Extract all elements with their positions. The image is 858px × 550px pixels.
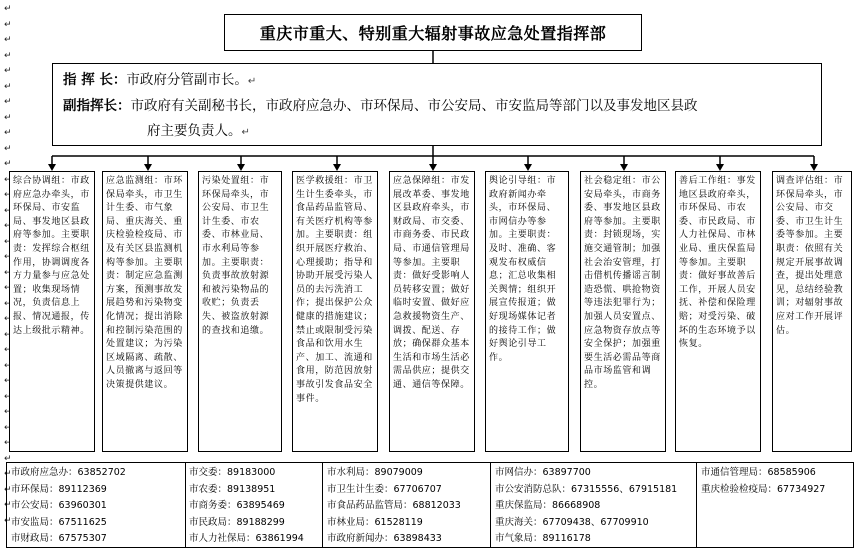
contact-column-3 [323, 463, 491, 547]
contact-entry: 重庆检验检疫局：67734927 [701, 483, 826, 495]
group-medical-rescue: 医学救援组：市卫生计生委牵头，市食品药品监管局、有关医疗机构等参加。主要职责：组织开展医疗救治、心理援助；指导和协助开展受污染人员的去污洗消工作；提出保护公众健康的措施建议；禁止或限制受污染食品和饮用水生产、加工、流通和食用，防范因放射事故引发食品安全事件。 [292, 171, 378, 452]
command-title: 重庆市重大、特别重大辐射事故应急处置指挥部 [259, 24, 607, 43]
deputy-label: 副指挥长： [63, 98, 131, 114]
contact-column-5 [697, 463, 853, 547]
deputy-line [63, 94, 811, 119]
group-comprehensive-coordination: 综合协调组：市政府应急办牵头，市环保局、市安监局、事发地区县政府等参加。主要职责：发挥综合枢纽作用，协调调度各方力量参与应急处置；收集现场情况，负责信息上报、情况通报，传达上级批示精神。 [9, 171, 95, 452]
connector-arrowhead [429, 164, 437, 171]
contact-column-2 [185, 463, 323, 547]
deputy-text-line2: 府主要负责人。 [147, 123, 242, 139]
contact-entry: 市财政局：67575307 [11, 533, 107, 544]
connector-arrowhead [48, 164, 56, 171]
group-investigation-assessment: 调查评估组：市环保局牵头，市公安局、市交委、市卫生计生委等参加。主要职责：依照有关规定开展事故调查，提出处理意见，总结经验教训；对辐射事故应对工作开展评估。 [772, 171, 852, 452]
contact-entry: 市政府新闻办：63898433 [327, 533, 442, 544]
contact-entry: 市民政局：89188299 [189, 516, 285, 528]
group-emergency-monitoring: 应急监测组：市环保局牵头，市卫生计生委、市气象局、重庆海关、重庆检验检疫局、市及有关区县监测机构等参加。主要职责：制定应急监测方案，预测事故发展趋势和污染物变化情况；提出消除和控制污染范围的处置建议；为污染区域隔离、疏散、人员撤离与返回等决策提供建议。 [102, 171, 188, 452]
contact-entry: 市食品药品监管局：68812033 [327, 500, 461, 511]
connector-arrowhead [524, 164, 532, 171]
contact-entry: 市商务委：63895469 [189, 500, 285, 511]
deputy-line-2: 府主要负责人。↵ [147, 123, 250, 139]
commander-line: 指 挥 长：市政府分管副市长。↵ [63, 72, 257, 88]
contact-table [6, 462, 854, 548]
connector-arrowhead [237, 164, 245, 171]
group-emergency-support: 应急保障组：市发展改革委、事发地区县政府牵头，市财政局、市交委、市商务委、市民政局、市通信管理局等参加。主要职责：做好受影响人员转移安置；做好临时安置、做好应急救援物资生产、调拨、配送、存放；确保群众基本生活和市场生活必需品供应；提供交通、通信等保障。 [389, 171, 475, 452]
contact-entry: 市农委：89138951 [189, 483, 276, 495]
contact-entry: 市人力社保局：63861994 [189, 533, 304, 544]
connector-arrowhead [620, 164, 628, 171]
commander-text: 市政府分管副市长。 [126, 72, 248, 88]
contact-column-4 [491, 463, 697, 547]
connector-arrowhead [716, 164, 724, 171]
leaders-box [52, 63, 822, 146]
contact-entry: 市网信办：63897700 [495, 467, 591, 478]
contact-entry: 市卫生计生委：67706707 [327, 483, 442, 495]
contact-entry: 重庆保监局：86668908 [495, 500, 601, 511]
connector-arrowhead [333, 164, 341, 171]
contact-entry: 市林业局：61528119 [327, 516, 423, 528]
commander-label: 指 挥 长： [63, 72, 127, 88]
contact-entry: 重庆海关：67709438、67709910 [495, 516, 649, 528]
contact-entry: 市气象局：89116178 [495, 533, 591, 544]
contact-column-1 [7, 463, 186, 547]
contact-entry: 市交委：89183000 [189, 467, 276, 478]
contact-entry: 市环保局：89112369 [11, 483, 107, 495]
connector-arrowhead [144, 164, 152, 171]
contact-entry: 市水利局：89079009 [327, 467, 423, 478]
deputy-text-line1: 市政府有关副秘书长，市政府应急办、市环保局、市公安局、市安监局等部门以及事发地区县政 [130, 98, 698, 114]
paragraph-marks: ↵ ↵ ↵ ↵ ↵ ↵ ↵ ↵ ↵ ↵ ↵ ↵ ↵ ↵ ↵ ↵ ↵ ↵ ↵ ↵ ↵ ↵ ↵ ↵ ↵ ↵ ↵ ↵ ↵ ↵ ↵ ↵ ↵ ↵ [4, 4, 12, 526]
contact-entry: 市通信管理局：68585906 [701, 467, 816, 478]
group-aftermath: 善后工作组：事发地区县政府牵头，市环保局、市农委、市民政局、市人力社保局、市林业局、重庆保监局等参加。主要职责：做好事故善后工作，开展人员安抚、补偿和保险理赔；对受污染、破坏的生态环境予以恢复。 [675, 171, 761, 452]
group-pollution-disposal: 污染处置组：市环保局牵头，市公安局、市卫生计生委、市农委、市林业局、市水利局等参加。主要职责：负责事故放射源和被污染物品的收贮；负责丢失、被盗放射源的查找和追缴。 [198, 171, 282, 452]
contact-entry: 市公安消防总队：67315556、67915181 [495, 483, 678, 495]
contact-entry: 市公安局：63960301 [11, 500, 107, 511]
connector-arrowhead [810, 164, 818, 171]
group-public-opinion: 舆论引导组：市政府新闻办牵头，市环保局、市网信办等参加。主要职责：及时、准确、客观发布权威信息；汇总收集相关舆情；组织开展宣传报道；做好现场媒体记者的接待工作；做好舆论引导工作。 [485, 171, 569, 452]
contact-entry: 市安监局：67511625 [11, 516, 107, 528]
contact-entry: 市政府应急办：63852702 [11, 467, 126, 478]
group-social-stability: 社会稳定组：市公安局牵头，市商务委、事发地区县政府等参加。主要职责：封锁现场，实施交通管制；加强社会治安管理，打击借机传播谣言制造恐慌、哄抢物资等违法犯罪行为；加强人员安置点、应急物资存放点等安全保护；加强重要生活必需品等商品市场监管和调控。 [580, 171, 666, 452]
